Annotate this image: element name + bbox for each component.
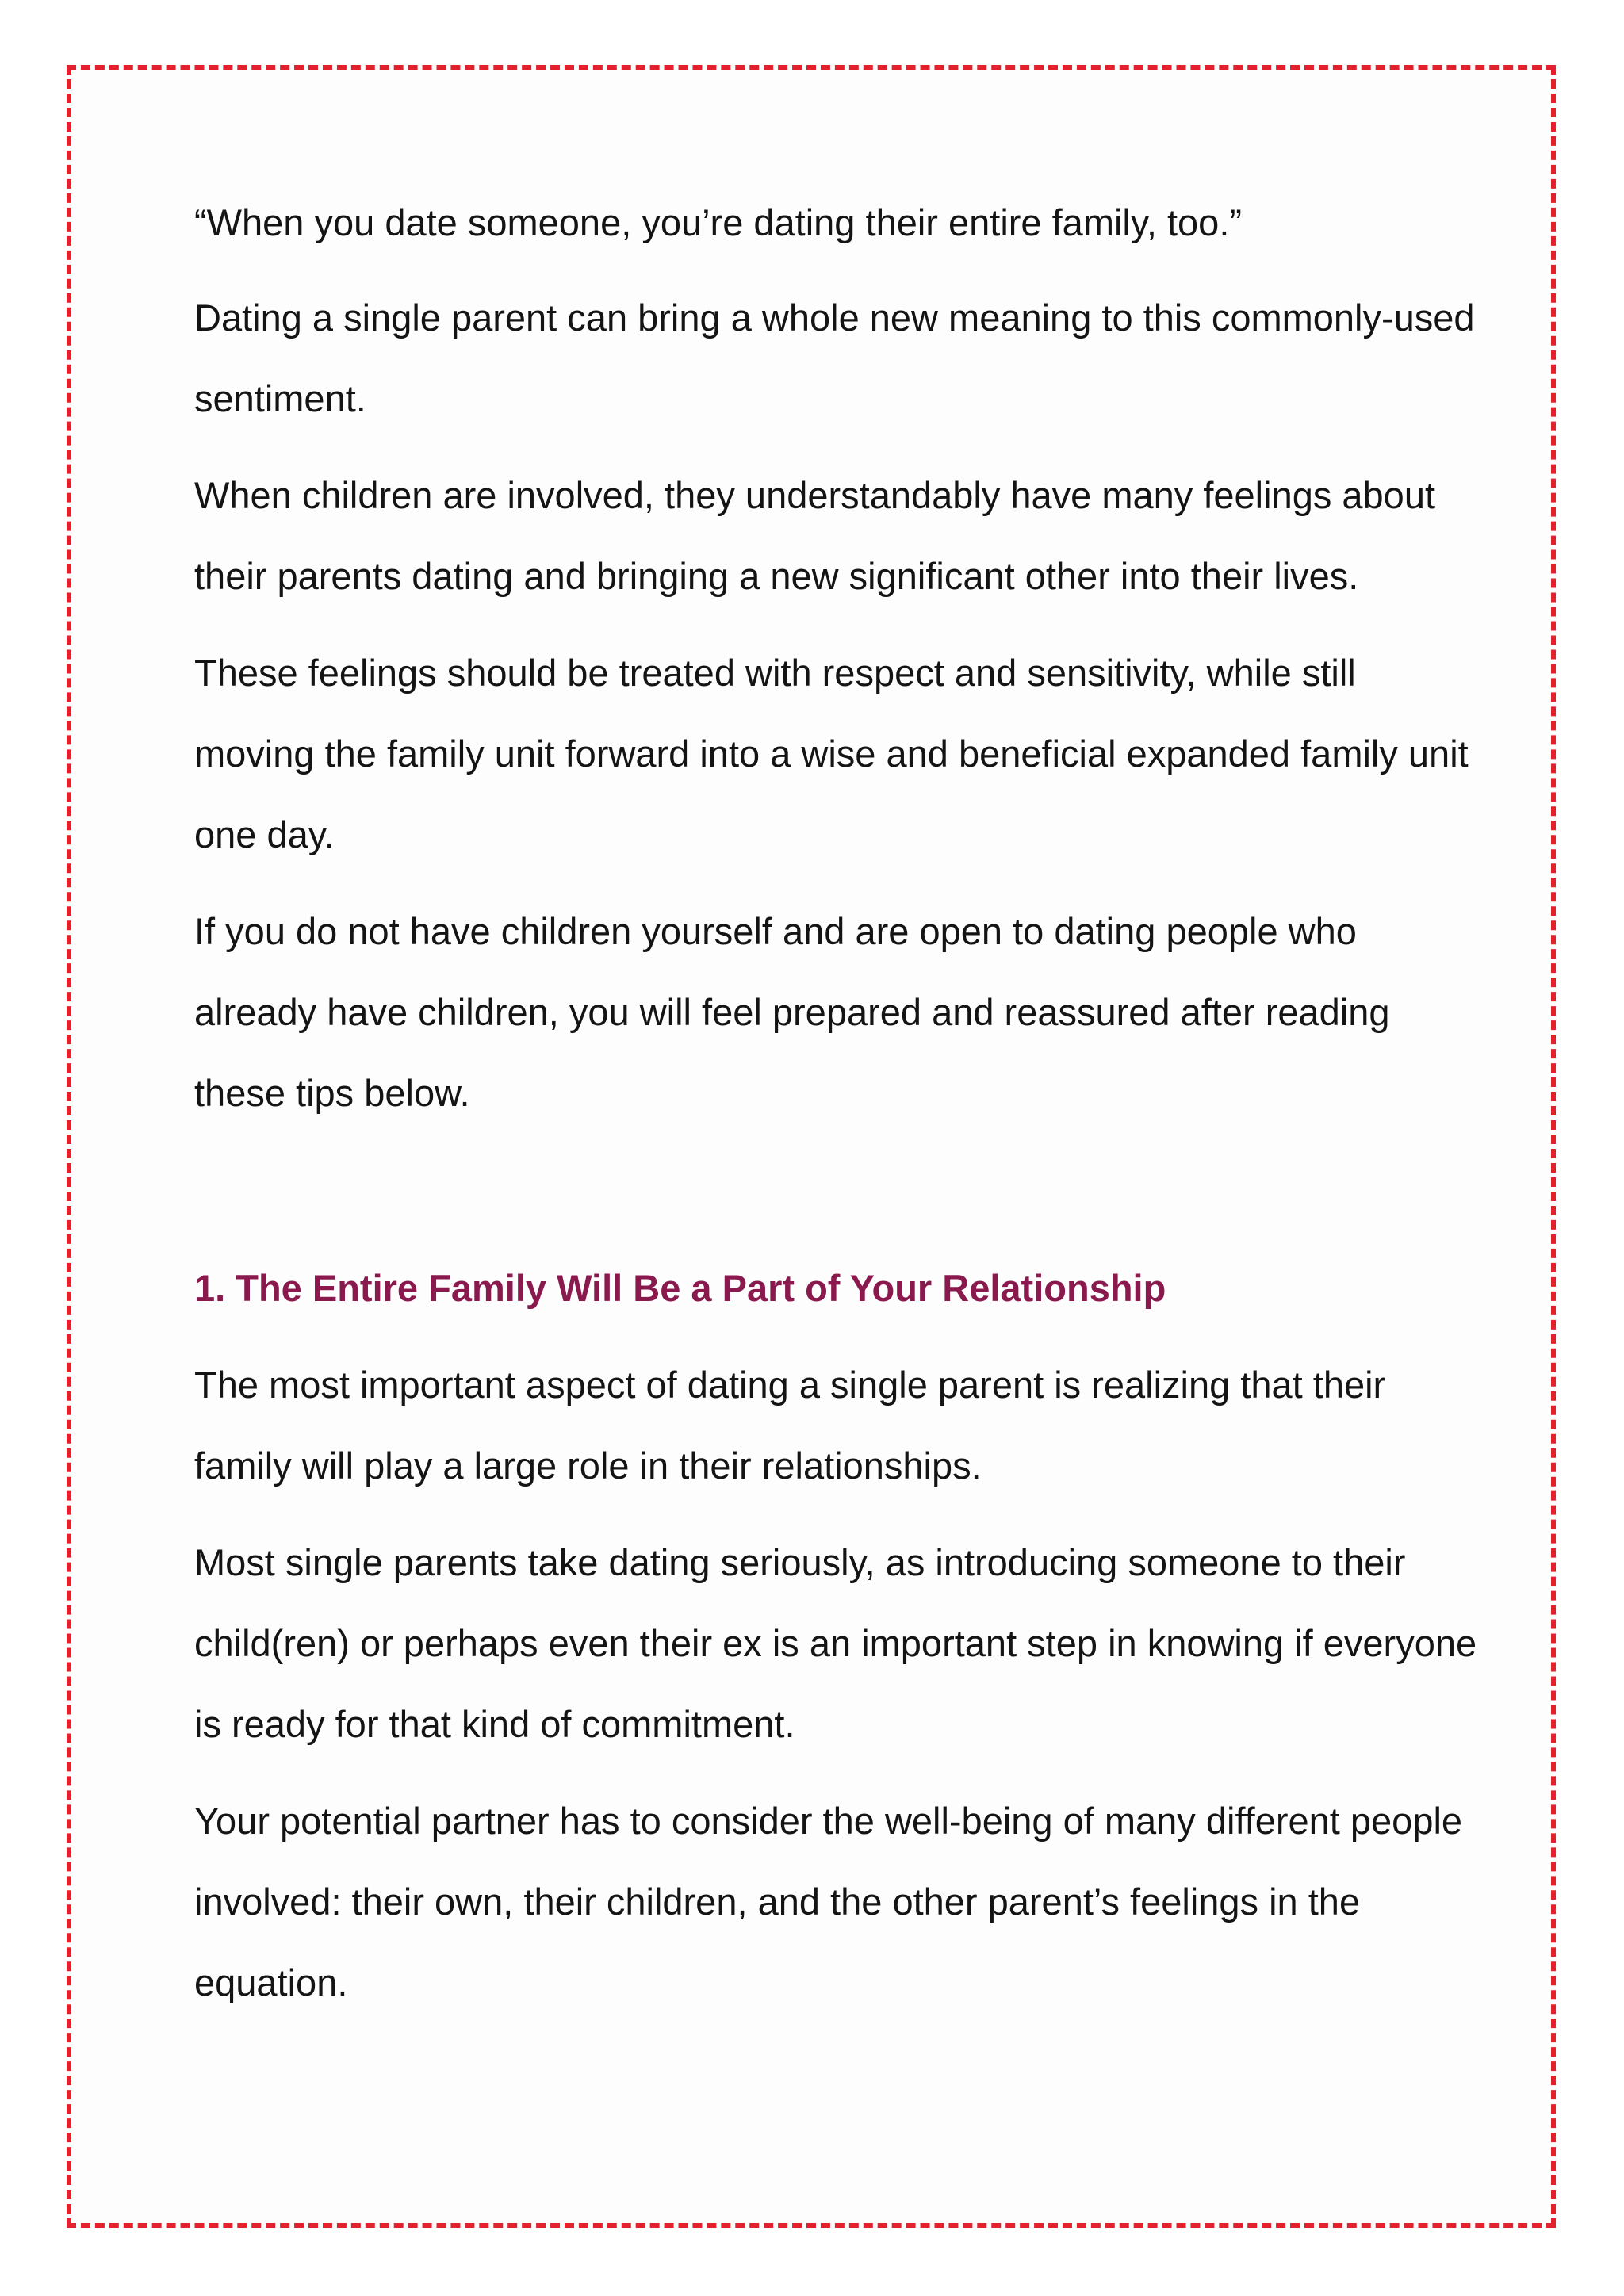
section-paragraph: Most single parents take dating seriously, as introducing someone to their child(ren) or perhaps even their ex is an important step in knowing if everyone is ready for that kind of commitment. <box>194 1541 1477 1745</box>
section-paragraph: The most important aspect of dating a single parent is realizing that their family will play a large role in their relationships. <box>194 1364 1386 1487</box>
intro-paragraph: Dating a single parent can bring a whole new meaning to this commonly-used sentiment. <box>194 297 1475 419</box>
section-paragraph: Your potential partner has to consider the well-being of many different people involved: their own, their children, and the other parent’s feelings in the equation. <box>194 1800 1463 2003</box>
section-heading: 1. The Entire Family Will Be a Part of Your Relationship <box>194 1267 1166 1309</box>
intro-paragraph: When children are involved, they understandably have many feelings about their parents dating and bringing a new significant other into their lives. <box>194 474 1436 597</box>
quote-paragraph: “When you date someone, you’re dating their entire family, too.” <box>194 201 1243 243</box>
intro-paragraph: These feelings should be treated with respect and sensitivity, while still moving the family unit forward into a wise and beneficial expanded family unit one day. <box>194 652 1469 855</box>
intro-paragraph: If you do not have children yourself and are open to dating people who already have children, you will feel prepared and reassured after reading these tips below. <box>194 910 1390 1114</box>
document-body <box>194 182 1479 2039</box>
section-spacer <box>194 1150 1479 1248</box>
